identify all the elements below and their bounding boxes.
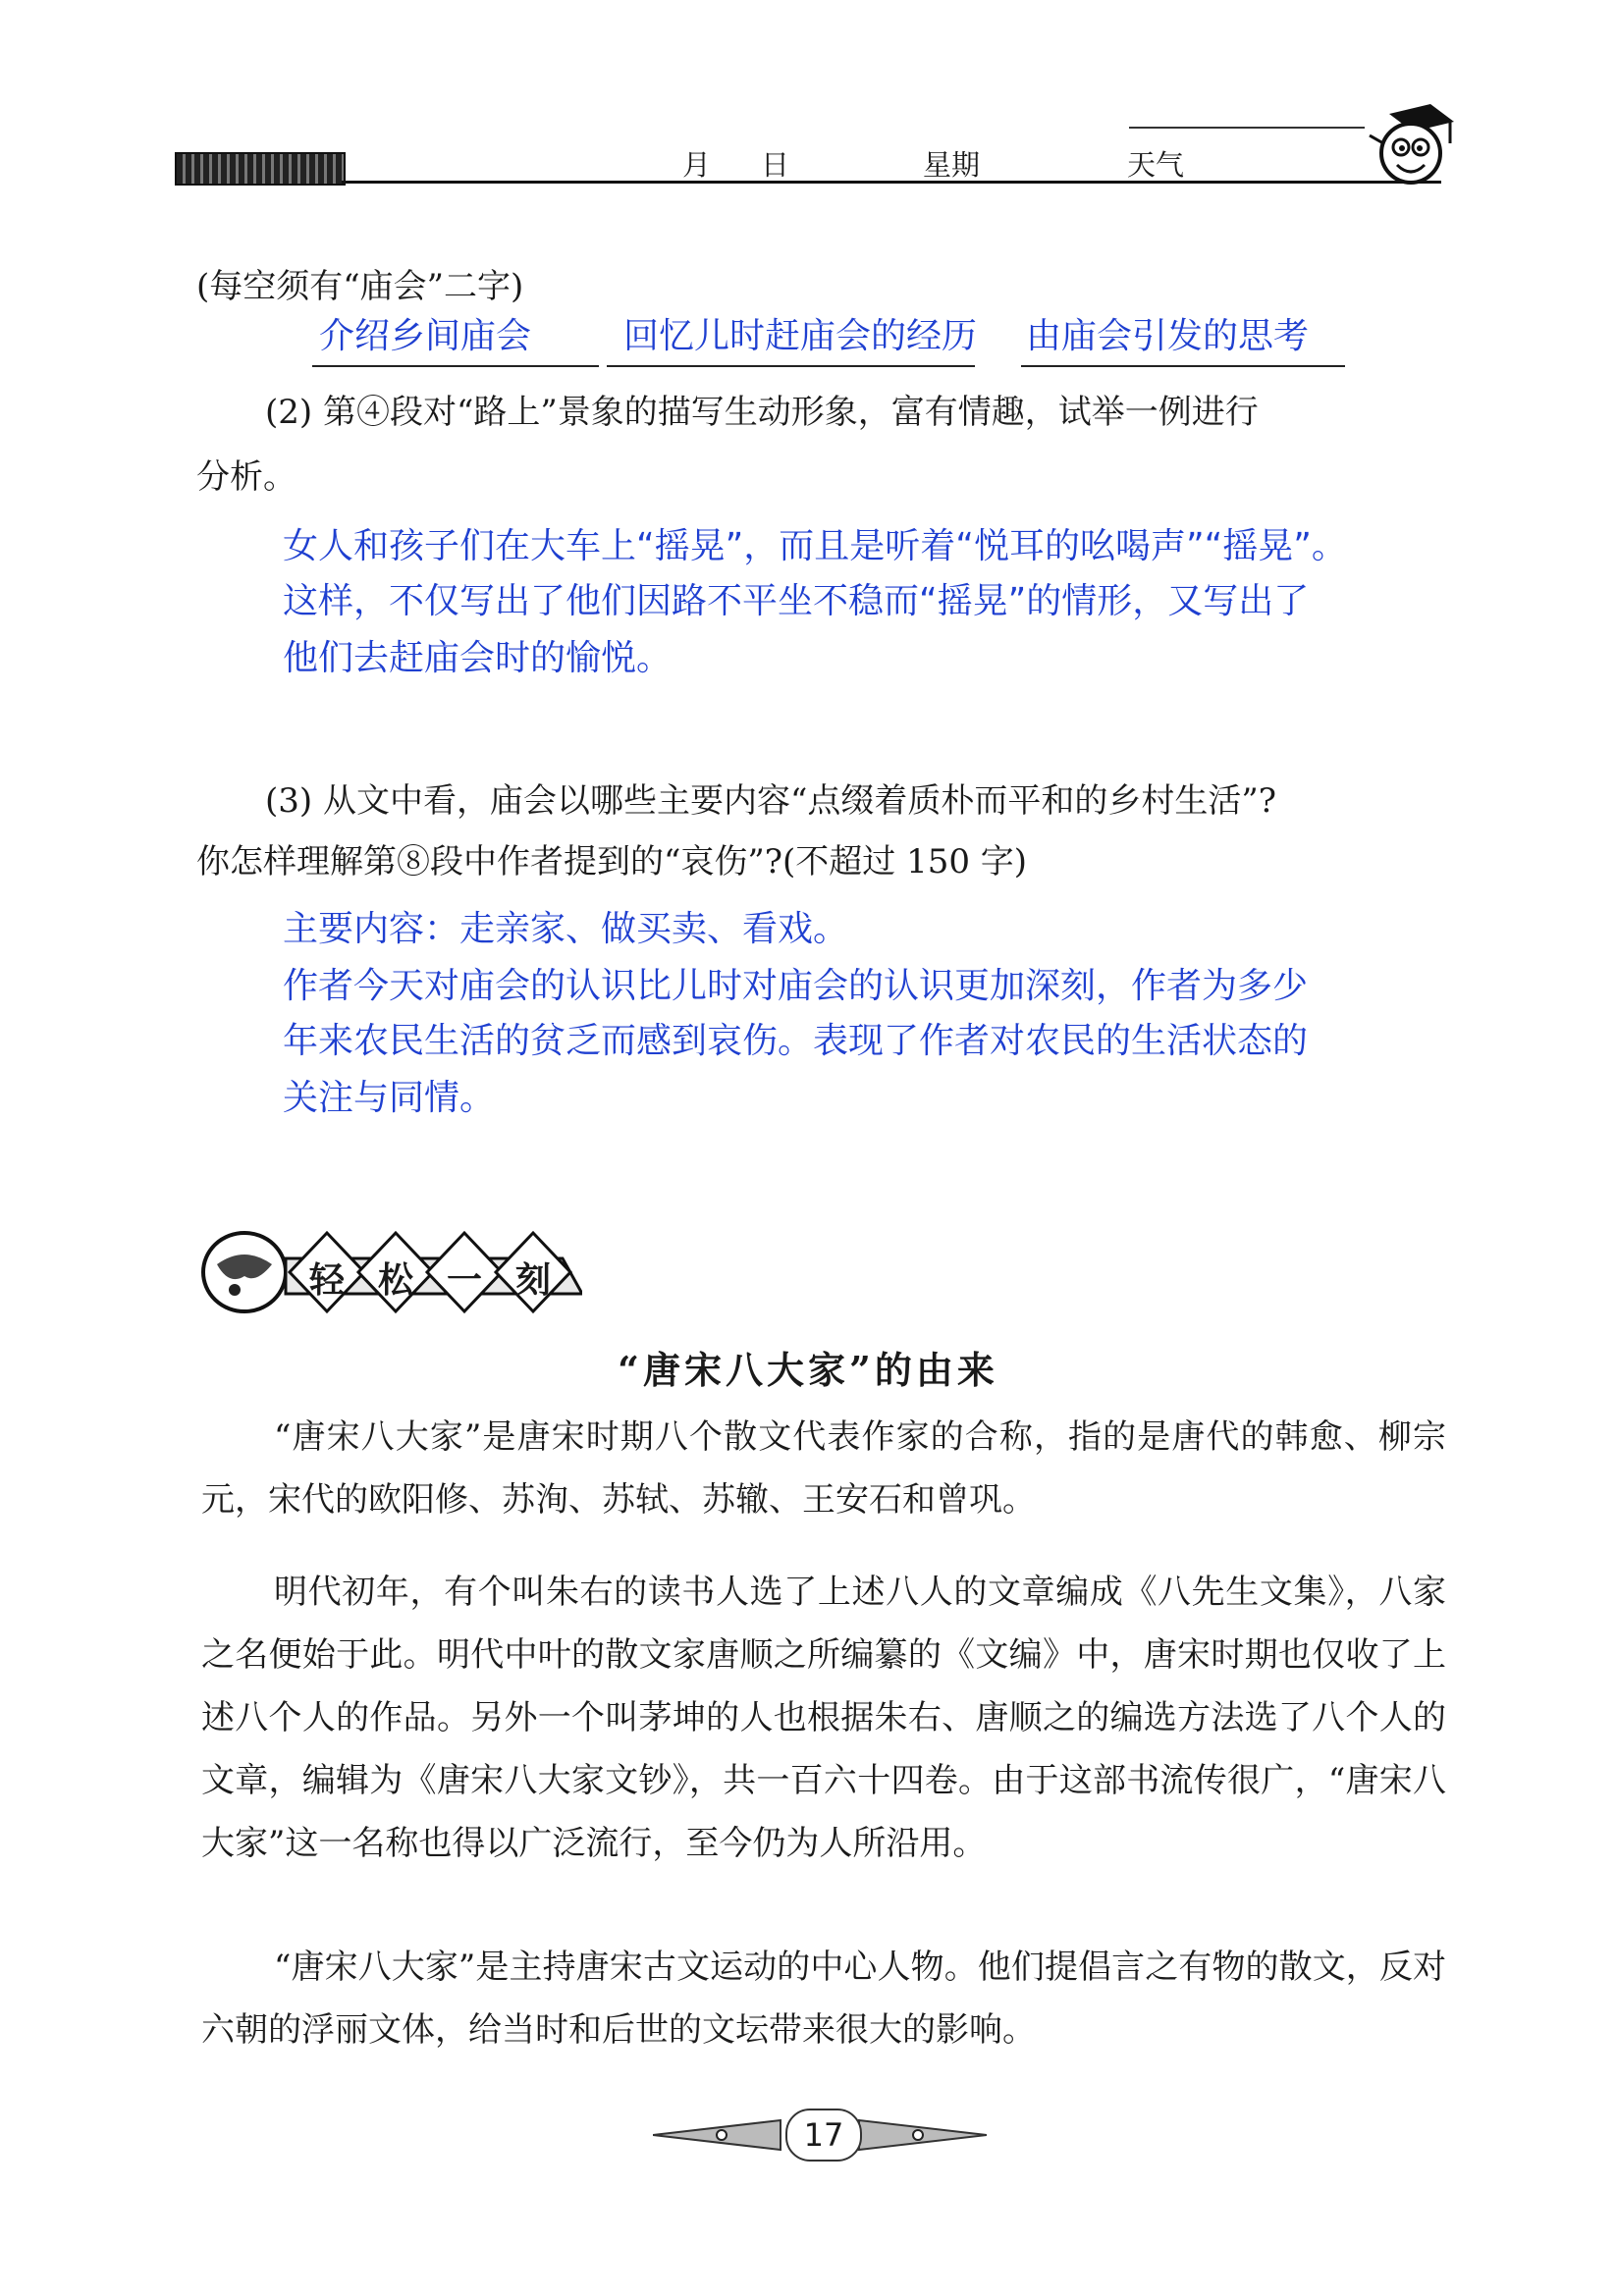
q2-answer-line1: 女人和孩子们在大车上“摇晃”，而且是听着“悦耳的吆喝声”“摇晃”。: [283, 526, 1347, 566]
q2-answer-line2: 这样，不仅写出了他们因路不平坐不稳而“摇晃”的情形，又写出了: [283, 581, 1310, 621]
header-month-label: 月: [682, 148, 712, 182]
q3-answer-line2: 作者今天对庙会的认识比儿时对庙会的认识更加深刻，作者为多少: [283, 966, 1309, 1006]
header-weather-label: 天气: [1127, 148, 1185, 182]
q1-answer-2: 回忆儿时赶庙会的经历: [623, 316, 978, 356]
header-decoration-bar: [175, 152, 346, 186]
q3-answer-line3: 年来农民生活的贫乏而感到哀伤。表现了作者对农民的生活状态的: [283, 1021, 1309, 1061]
q1-answer-1: 介绍乡间庙会: [319, 316, 532, 356]
header-day-label: 日: [761, 148, 790, 182]
q2-question-line1: (2) 第④段对“路上”景象的描写生动形象，富有情趣，试举一例进行: [265, 393, 1259, 432]
header-weekday-label: 星期: [923, 148, 981, 182]
banner-char-1: 轻: [309, 1259, 346, 1301]
q3-answer-line1: 主要内容：走亲家、做买卖、看戏。: [283, 909, 849, 949]
q1-blank-2: [607, 365, 975, 367]
banner-char-3: 一: [447, 1259, 483, 1301]
header-rule: [342, 181, 1441, 184]
q3-question-line1: (3) 从文中看，庙会以哪些主要内容“点缀着质朴而平和的乡村生活”?: [265, 781, 1276, 821]
q1-note: (每空须有“庙会”二字): [196, 267, 524, 306]
article-paragraph-3: “唐宋八大家”是主持唐宋古文运动的中心人物。他们提倡言之有物的散文，反对六朝的浮丽文体，给当时和后世的文坛带来很大的影响。: [201, 1948, 1446, 2050]
article-paragraph-1: “唐宋八大家”是唐宋时期八个散文代表作家的合称，指的是唐代的韩愈、柳宗元，宋代的欧阳修、苏洵、苏轼、苏辙、王安石和曾巩。: [201, 1417, 1446, 1520]
q3-question-line2: 你怎样理解第⑧段中作者提到的“哀伤”?(不超过 150 字): [196, 842, 1028, 881]
q2-question-line2: 分析。: [196, 457, 296, 497]
header-mascot-rule: [1129, 127, 1365, 129]
article-title: “唐宋八大家”的由来: [618, 1348, 998, 1392]
q3-answer-line4: 关注与同情。: [283, 1078, 496, 1118]
mascot-icon: [1360, 96, 1458, 194]
page-number: 17: [785, 2109, 862, 2162]
q1-answer-3: 由庙会引发的思考: [1026, 316, 1310, 356]
banner-char-4: 刻: [515, 1259, 552, 1301]
relax-banner: [199, 1225, 582, 1319]
article-paragraph-2: 明代初年，有个叫朱右的读书人选了上述八人的文章编成《八先生文集》，八家之名便始于此。明代中叶的散文家唐顺之所编纂的《文编》中，唐宋时期也仅收了上述八个人的作品。另外一个叫茅坤的人也根据朱右、唐顺之的编选方法选了八个人的文章，编辑为《唐宋八大家文钞》，共一百六十四卷。由于这部书流传很广，“唐宋八大家”这一名称也得以广泛流行，至今仍为人所沿用。: [201, 1573, 1446, 1863]
q1-blank-3: [1021, 365, 1345, 367]
q1-blank-1: [312, 365, 599, 367]
banner-char-2: 松: [378, 1259, 414, 1301]
q2-answer-line3: 他们去赶庙会时的愉悦。: [283, 638, 673, 678]
